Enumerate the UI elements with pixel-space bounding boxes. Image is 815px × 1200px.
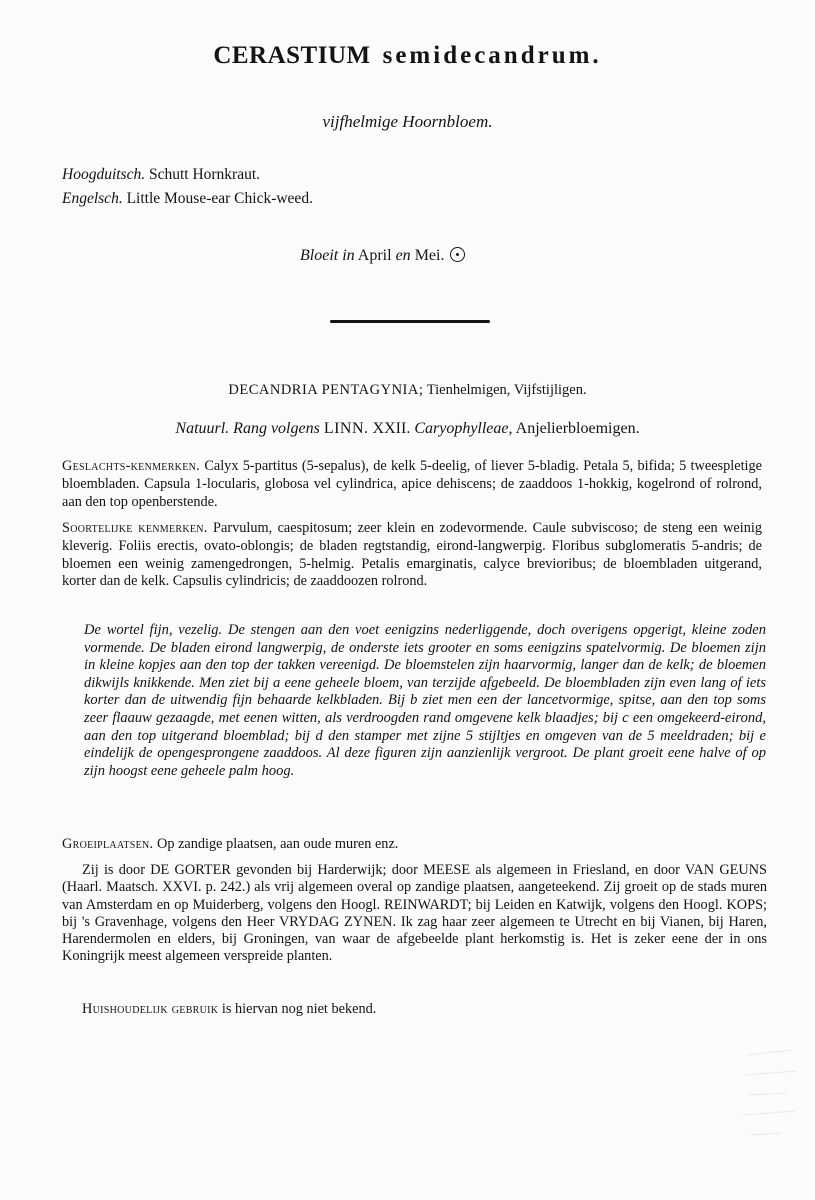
dutch-common-name: vijfhelmige Hoornbloem. (322, 112, 493, 131)
household-use (62, 1001, 762, 1019)
class-system: DECANDRIA PENTAGYNIA; (228, 382, 424, 398)
section-text: Parvulum, caespitosum; zeer klein en zodevormende. Caule subviscoso; de steng een weinig kleverig. Foliis erectis, ovato-oblongis; de bladen regtstandig, eirond-langwerpig. Floribus subglomeratis 5-andris; de bloemen een weinig zamengedrongen, 5-helmig. Petalis emarginatis, calyce brevioribus; de bloembladen uitgerand, korter dan de kelk. Capsulis cylindricis; de zaaddoozen rolrond. (62, 520, 762, 590)
foreign-names (62, 163, 313, 211)
foreign-name: Little Mouse-ear Chick-weed. (126, 190, 313, 207)
bloom-month-april: April (357, 247, 392, 264)
divider (330, 320, 490, 323)
linnaean-class (0, 382, 815, 399)
bloom-in: in (342, 247, 355, 264)
habitats (62, 836, 762, 854)
rank-dutch: , Anjelierbloemigen. (508, 420, 640, 437)
annual-symbol-icon (450, 247, 465, 262)
rank-number: XXII. (372, 420, 411, 437)
foreign-name-row (62, 163, 313, 187)
rank-family: Caryophylleae (414, 420, 509, 437)
bloom-month-mei: Mei. (414, 247, 445, 264)
section-heading: Huishoudelijk gebruik (82, 1001, 219, 1017)
page-title (0, 42, 815, 70)
bloom-label: Bloeit (300, 247, 339, 264)
natural-rank (0, 420, 815, 438)
section-text: is hiervan nog niet bekend. (221, 1001, 377, 1017)
section-text: Calyx 5-partitus (5-sepalus), de kelk 5-deelig, of liever 5-bladig. Petala 5, bifida; 5 tweespletige bloembladen. Capsula 1-locularis, globosa vel cylindrica, apice dehiscens; de zaaddoos 1-hokkig, kogelrond of rolrond, aan den top openberstende. (62, 458, 763, 510)
foreign-name: Schutt Hornkraut. (148, 166, 261, 183)
language-label: Hoogduitsch. (62, 166, 146, 183)
section-heading: Soortelijke kenmerken. (62, 520, 208, 536)
section-heading: Groeiplaatsen. (62, 836, 154, 852)
rank-author: LINN. (323, 420, 369, 437)
section-heading: Geslachts-kenmerken. (62, 458, 200, 474)
language-label: Engelsch. (62, 190, 123, 207)
class-dutch: Tienhelmigen, Vijfstijligen. (426, 382, 587, 398)
foreign-name-row (62, 187, 313, 211)
bloom-period (300, 245, 465, 265)
rank-prefix: Natuurl. Rang volgens (175, 420, 320, 437)
locations-paragraph: Zij is door DE GORTER gevonden bij Harderwijk; door MEESE als algemeen in Friesland, en door VAN GEUNS (Haarl. Maatsch. XXVI. p. 242.) als vrij algemeen overal op zandige plaatsen, aangeteekend. Zij groeit op de stads muren van Amsterdam en op Muiderberg, volgens den Hoogl. REINWARDT; bij Leiden en Katwijk, volgens den Hoogl. KOPS; bij 's Gravenhage, volgens den Heer VRYDAG ZYNEN. Ik zag haar zeer algemeen te Utrecht en bij Vianen, bij Haren, Harendermolen en elders, bij Groningen, van waar de afgebeelde plant herkomstig is. Het is zeker eene der in ons Koningrijk meest algemeen verspreide planten. (62, 862, 767, 965)
section-text: Op zandige plaatsen, aan oude muren enz. (157, 836, 399, 852)
genus-characters (62, 458, 762, 511)
genus-name: CERASTIUM (213, 42, 371, 69)
species-characters (62, 520, 762, 591)
bleed-through-smudge (737, 1035, 807, 1155)
species-name: semidecandrum. (382, 42, 602, 69)
plant-description: De wortel fijn, vezelig. De stengen aan den voet eenigzins nederliggende, doch overigens opgerigt, kleine zoden vormende. De bladen eirond langwerpig, de onderste iets grooter en soms eenigzins spatelvormig. De bloemen zijn in kleine kopjes aan den top der takken vereenigd. De bloemstelen zijn haarvormig, langer dan de kelk; de bloemen dikwijls knikkende. Men ziet bij a eene geheele bloem, van terzijde afgebeeld. De bloembladen zijn even lang of iets korter dan de uitwendig fijn behaarde kelkbladen. Bij b ziet men een der lancetvormige, spitse, aan den top soms zeer flaauw gezaagde, met eenen witten, als verdroogden rand omgevene kelk blaadjes; bij c een omgekeerd-eirond, aan den top uitgerand bloemblad; bij d den stamper met zijne 5 stijltjes en omgeven van de 5 meeldraden; bij e eindelijk de opengesprongene zaaddoos. Al deze figuren zijn aanzienlijk vergroot. De plant groeit eene halve of op zijn hoogst eene geheele palm hoog. (84, 622, 766, 779)
bloom-en: en (395, 247, 411, 264)
